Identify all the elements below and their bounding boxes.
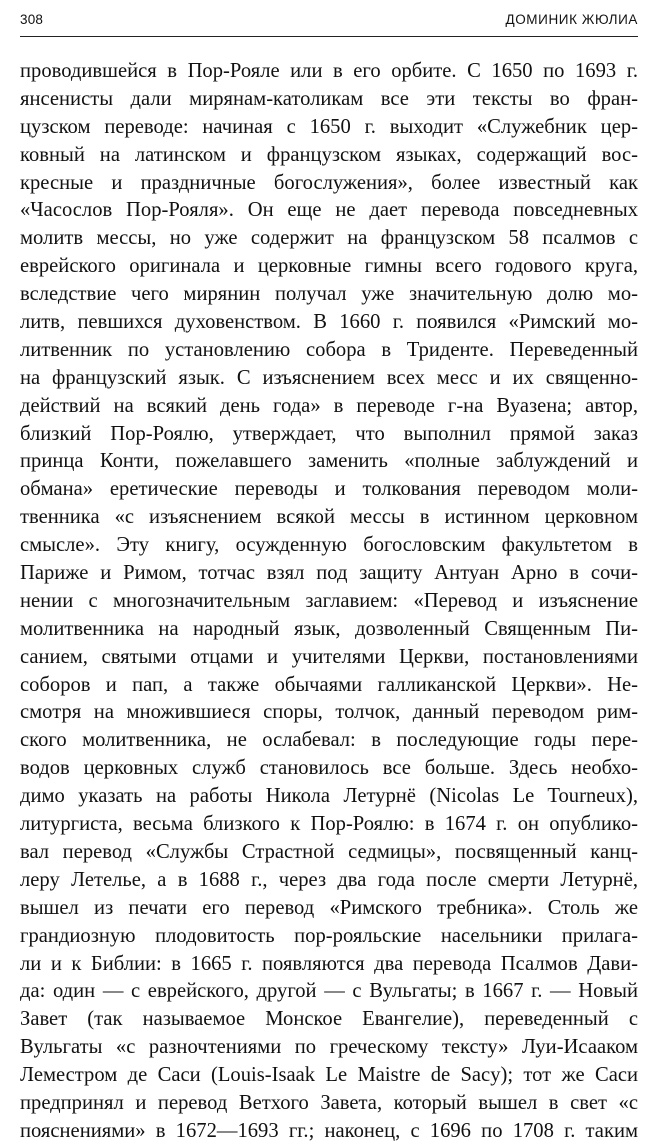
text-line: леру Летелье, а в 1688 г., через два года после смерти Летурнё, <box>20 868 638 891</box>
text-line: проводившейся в Пор-Рояле или в его орбите. С 1650 по 1693 г. <box>20 60 638 82</box>
text-line: Вульгаты «с разночтениями по греческому тексту» Луи-Исааком <box>20 1036 638 1059</box>
text-line: литвенник по установлению собора в Триденте. Переведенный <box>20 338 638 361</box>
header-rule <box>20 36 638 37</box>
text-line: принца Конти, пожелавшего заменить «полные заблуждений и <box>20 450 638 473</box>
text-line: Париже и Римом, тотчас взял под защиту Антуан Арно в сочи- <box>20 562 638 585</box>
body-text <box>20 58 638 1146</box>
text-line: смысле». Эту книгу, осужденную богословским факультетом в <box>20 534 638 557</box>
text-line: еврейского оригинала и церковные гимны всего годового круга, <box>20 255 638 278</box>
text-line: да: один — с еврейского, другой — с Вульгаты; в 1667 г. — Новый <box>20 980 638 1003</box>
running-head <box>20 12 638 34</box>
running-head-author: ДОМИНИК ЖЮЛИА <box>505 12 638 27</box>
text-line: янсенисты дали мирянам-католикам все эти тексты во фран- <box>20 87 638 110</box>
text-line: димо указать на работы Никола Летурнё (Nicolas Le Tourneux), <box>20 785 638 808</box>
text-line: литв, певшихся духовенством. В 1660 г. появился «Римский мо- <box>20 311 638 334</box>
text-line: вышел из печати его перевод «Римского требника». Столь же <box>20 896 638 919</box>
text-line: ковный на латинском и французском языках, содержащий вос- <box>20 143 638 166</box>
text-line: соборов и пап, а также обычаями галликанской Церкви». Не- <box>20 673 638 696</box>
text-line: ского молитвенника, не ослабевал: в последующие годы пере- <box>20 729 638 752</box>
text-line: твенника «с изъяснением всякой мессы в истинном церковном <box>20 506 638 529</box>
text-line: нении с многозначительным заглавием: «Перевод и изъяснение <box>20 589 638 612</box>
text-line: ли и к Библии: в 1665 г. появляются два перевода Псалмов Дави- <box>20 952 638 975</box>
text-line: Завет (так называемое Монское Евангелие), переведенный с <box>20 1008 638 1031</box>
text-line: близкий Пор-Роялю, утверждает, что выполнил прямой заказ <box>20 422 638 445</box>
text-line: обмана» еретические переводы и толкования переводом моли- <box>20 478 638 501</box>
text-line: молитв мессы, но уже содержит на французском 58 псалмов с <box>20 227 638 250</box>
text-line: «Часослов Пор-Рояля». Он еще не дает перевода повседневных <box>20 199 638 222</box>
page-number: 308 <box>20 12 44 27</box>
text-line: действий на всякий день года» в переводе г-на Вуазена; автор, <box>20 394 638 417</box>
text-line: на французский язык. С изъяснением всех месс и их священно- <box>20 366 638 389</box>
text-line: пояснениями» в 1672—1693 гг.; наконец, с 1696 по 1708 г. таким <box>20 1119 638 1142</box>
text-line: смотря на множившиеся споры, толчок, данный переводом рим- <box>20 701 638 724</box>
text-line: цузском переводе: начиная с 1650 г. выходит «Служебник цер- <box>20 115 638 138</box>
text-line: водов церковных служб становилось все больше. Здесь необхо- <box>20 757 638 780</box>
text-line: грандиозную плодовитость пор-рояльские насельники прилага- <box>20 924 638 947</box>
text-line: санием, святыми отцами и учителями Церкви, постановлениями <box>20 645 638 668</box>
text-line: молитвенника на народный язык, дозволенный Священным Пи- <box>20 617 638 640</box>
text-line: предпринял и перевод Ветхого Завета, который вышел в свет «с <box>20 1091 638 1114</box>
text-line: Леместром де Саси (Louis-Isaak Le Maistre de Sacy); тот же Саси <box>20 1064 638 1087</box>
text-line: вследствие чего мирянин получал уже значительную долю мо- <box>20 283 638 306</box>
text-line: вал перевод «Службы Страстной седмицы», посвященный канц- <box>20 840 638 863</box>
text-line: кресные и праздничные богослужения», более известный как <box>20 171 638 194</box>
text-line: литургиста, весьма близкого к Пор-Роялю: в 1674 г. он опублико- <box>20 813 638 836</box>
